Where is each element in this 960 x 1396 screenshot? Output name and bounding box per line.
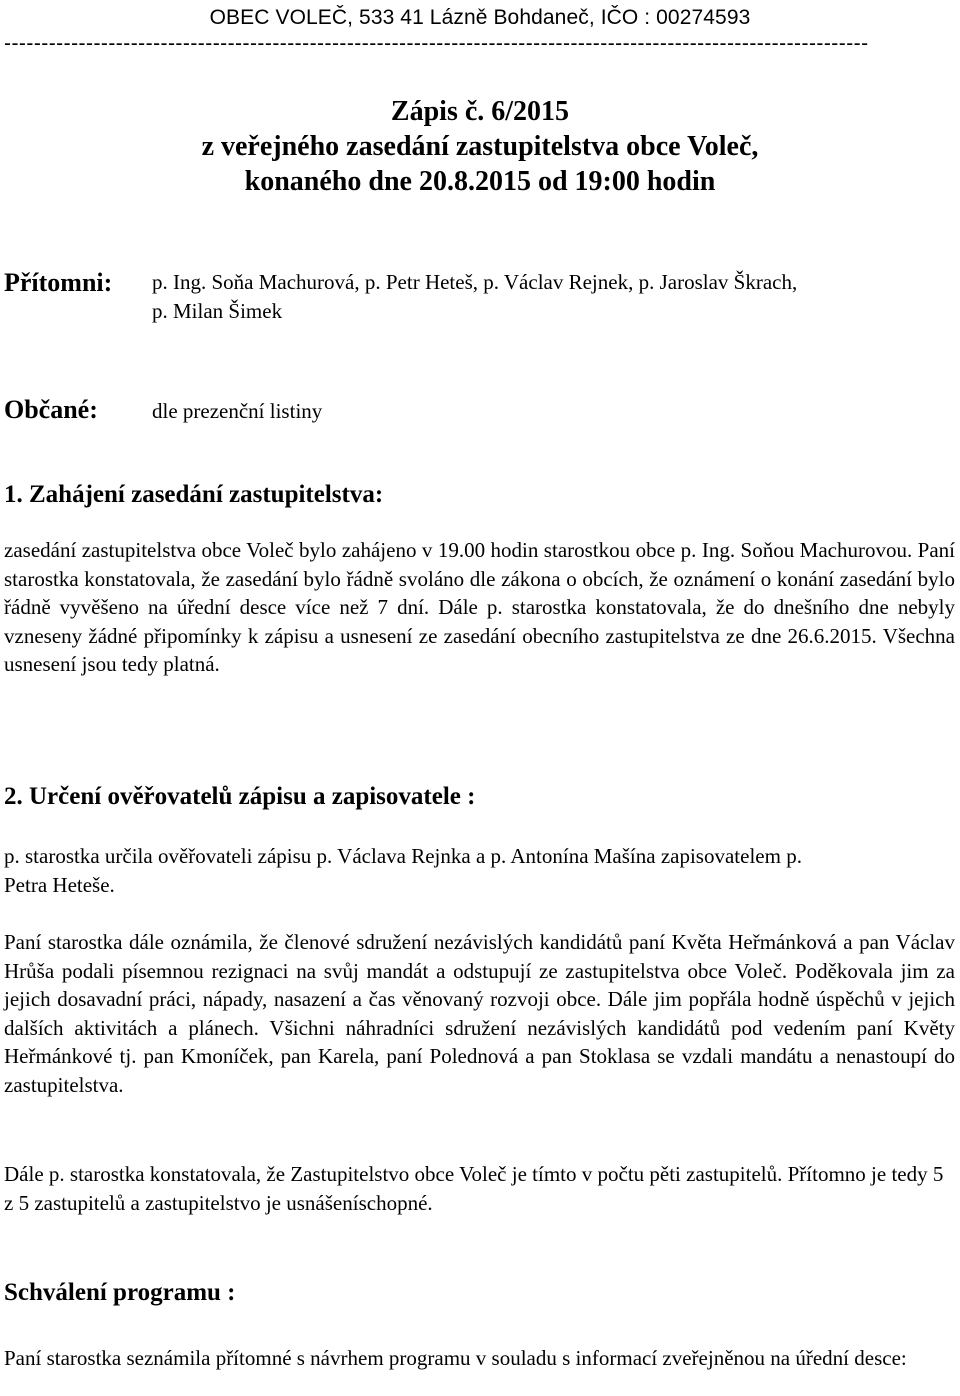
section-2-quorum-text: Dále p. starostka konstatovala, že Zastupitelstvo obce Voleč je tímto v počtu pěti zastupitelů. Přítomno je tedy 5 z 5 zastupitelů a zastupitelstvo je usnášeníschopné.: [4, 1162, 944, 1215]
citizens-value: dle prezenční listiny: [152, 399, 323, 423]
section-3-heading: Schválení programu :: [4, 1279, 236, 1306]
section-3-text: Paní starostka seznámila přítomné s návrhem programu v souladu s informací zveřejněnou na úřední desce:: [4, 1346, 907, 1370]
present-names-line-1: p. Ing. Soňa Machurová, p. Petr Heteš, p. Václav Rejnek, p. Jaroslav Škrach,: [152, 270, 798, 294]
section-2-text: p. starostka určila ověřovateli zápisu p. Václava Rejnka a p. Antonína Mašína zapisovatelem p. Petra Heteše.: [4, 844, 802, 897]
title-line-3: konaného dne 20.8.2015 od 19:00 hodin: [244, 166, 716, 197]
section-1-heading: 1. Zahájení zasedání zastupitelstva:: [4, 481, 384, 508]
section-2-resignation-text: Paní starostka dále oznámila, že členové sdružení nezávislých kandidátů paní Květa Heřmánková a pan Václav Hrůša podali písemnou rezignaci na svůj mandát a odstupují ze zastupitelstva obce Voleč. Poděkovala jim za jejich dosavadní práci, nápady, nasazení a čas věnovaný rozvoji obce. Dále jim popřála hodně úspěchů v jejich dalších aktivitách a plánech. Všichni náhradníci sdružení nezávislých kandidátů pod vedením paní Květy Heřmánkové tj. pan Kmoníček, pan Karela, paní Polednová a pan Stoklasa se vzdali mandátu a nenastoupí do zastupitelstva.: [4, 930, 955, 1097]
present-names-line-2: p. Milan Šimek: [152, 299, 283, 323]
title-line-2: z veřejného zasedání zastupitelstva obce Voleč,: [201, 131, 759, 162]
header-separator: --------------------------------------------------------------------------------------------------------------------: [4, 32, 869, 55]
section-2-heading: 2. Určení ověřovatelů zápisu a zapisovatele :: [4, 783, 476, 810]
document-title: [0, 94, 960, 199]
present-label: Přítomni:: [4, 268, 113, 297]
citizens-label: Občané:: [4, 395, 98, 424]
title-line-1: Zápis č. 6/2015: [390, 96, 570, 127]
municipality-header: OBEC VOLEČ, 533 41 Lázně Bohdaneč, IČO : 00274593: [209, 6, 751, 29]
section-1-text: zasedání zastupitelstva obce Voleč bylo zahájeno v 19.00 hodin starostkou obce p. Ing. Soňou Machurovou. Paní starostka konstatovala, že zasedání bylo řádně svoláno dle zákona o obcích, že oznámení o konání zasedání bylo řádně vyvěšeno na úřední desce více než 7 dní. Dále p. starostka konstatovala, že do dnešního dne nebyly vzneseny žádné připomínky k zápisu a usnesení ze zasedání obecního zastupitelstva ze dne 26.6.2015. Všechna usnesení jsou tedy platná.: [4, 538, 955, 677]
